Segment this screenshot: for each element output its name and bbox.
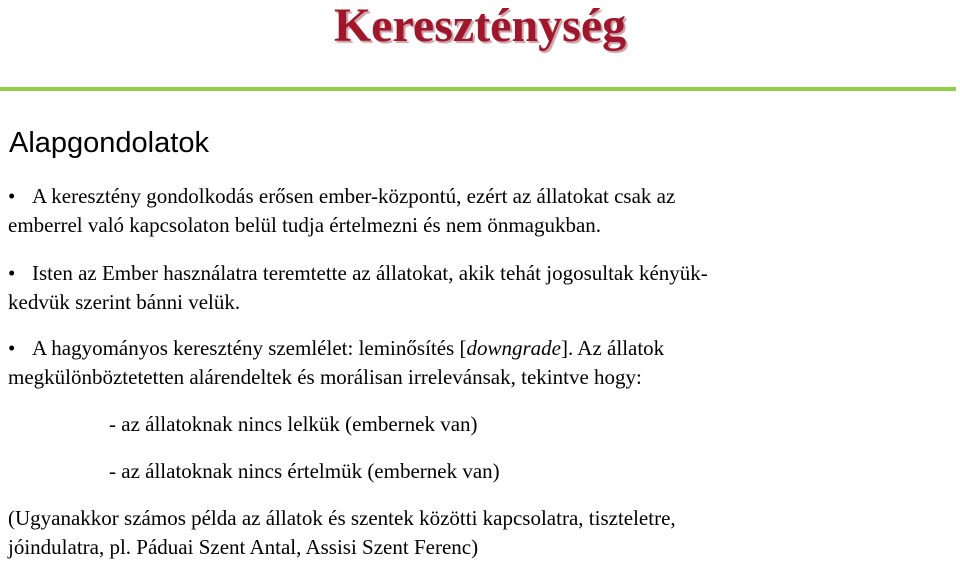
title-divider	[0, 87, 956, 91]
bullet-1-line-2: emberrel való kapcsolaton belül tudja értelmezni és nem önmagukban.	[8, 213, 602, 237]
bullet-3-line-2: megkülönböztetetten alárendeltek és morálisan irrelevánsak, tekintve hogy:	[8, 365, 642, 389]
bullet-2-line-2: kedvük szerint bánni velük.	[8, 290, 241, 314]
section-heading: Alapgondolatok	[9, 127, 209, 159]
slide-body	[8, 182, 953, 562]
bullet-item-2	[8, 259, 953, 317]
bullet-marker: •	[8, 184, 16, 208]
slide-title: Kereszténység	[333, 0, 627, 52]
sub-item-reason: - az állatoknak nincs értelmük (embernek van)	[109, 459, 500, 483]
closing-line-2: jóindulatra, pl. Páduai Szent Antal, Assisi Szent Ferenc)	[8, 535, 479, 559]
closing-note	[8, 504, 953, 562]
bullet-item-1	[8, 182, 953, 240]
sub-item-soul: - az állatoknak nincs lelkük (embernek van)	[109, 412, 478, 436]
bullet-2-line-1: Isten az Ember használatra teremtette az állatokat, akik tehát jogosultak kényük-	[32, 261, 708, 285]
bullet-3-line-1-end: ]. Az állatok	[560, 336, 665, 360]
bullet-marker: •	[8, 261, 16, 285]
bullet-3-line-1-start: A hagyományos keresztény szemlélet: leminősítés [	[32, 336, 467, 360]
bullet-marker: •	[8, 336, 16, 360]
bullet-item-3	[8, 334, 953, 392]
closing-line-1: (Ugyanakkor számos példa az állatok és szentek közötti kapcsolatra, tiszteletre,	[8, 506, 676, 530]
bullet-3-emphasis: downgrade	[466, 336, 561, 360]
bullet-1-line-1: A keresztény gondolkodás erősen ember-központú, ezért az állatokat csak az	[32, 184, 676, 208]
